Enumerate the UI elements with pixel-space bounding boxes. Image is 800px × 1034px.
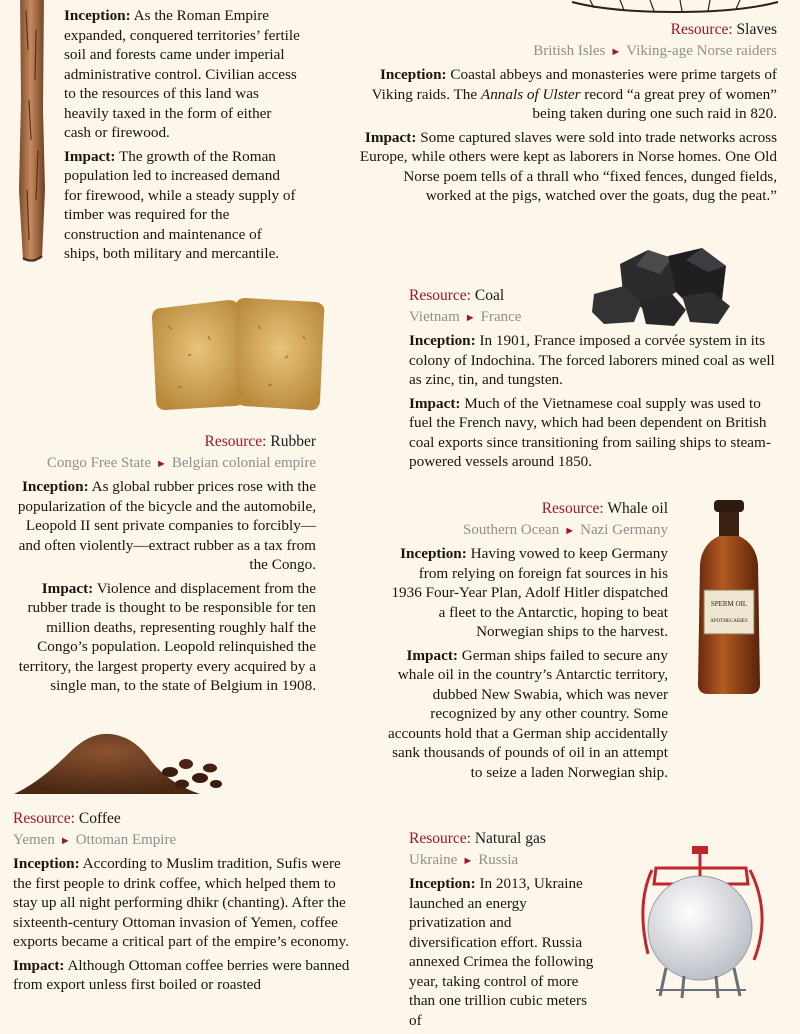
slaves-entry — [355, 20, 777, 210]
resource-label: Resource: — [204, 433, 267, 450]
impact-text: The growth of the Roman population led to increased demand for firewood, while a steady supply of timber was required for the construction and maintenance of ships, both military and mercantile. — [64, 147, 296, 262]
coffee-entry — [13, 809, 363, 999]
resource-name: Whale oil — [607, 500, 668, 517]
inception-label: Inception: — [400, 545, 467, 562]
slaves-resource — [355, 20, 777, 40]
inception-text: As global rubber prices rose with the popularization of the bicycle and the automobile, Leopold II sent private companies to forcibly—and often violently—extract rubber as a tax from the Congo. — [17, 478, 316, 573]
inception-label: Inception: — [409, 332, 476, 349]
route-arrow-icon: ► — [155, 457, 167, 470]
inception-label: Inception: — [64, 7, 131, 24]
route-origin: Vietnam — [409, 308, 460, 325]
whale-oil-inception — [386, 544, 668, 642]
route-arrow-icon: ► — [462, 854, 474, 867]
timber-impact — [64, 147, 300, 264]
coffee-image — [10, 722, 222, 800]
coffee-route — [13, 831, 363, 852]
resource-name: Natural gas — [474, 830, 546, 847]
route-origin: British Isles — [533, 42, 606, 59]
rubber-resource — [12, 432, 316, 452]
inception-italic-title: Annals of Ulster — [480, 85, 581, 103]
route-destination: Russia — [478, 851, 519, 868]
route-arrow-icon: ► — [610, 45, 622, 58]
whale-oil-resource — [386, 499, 668, 519]
coal-impact — [409, 394, 779, 472]
rubber-inception — [12, 477, 316, 575]
route-destination: Belgian colonial empire — [171, 454, 316, 471]
bottle-label-subtitle: APOTHECARIES — [710, 619, 748, 624]
whale-oil-entry — [386, 499, 668, 786]
inception-text: In 2013, Ukraine launched an energy privatization and diversification effort. Russia annexed Crimea the following year, taking control of more than one trillion cubic meters of — [409, 875, 594, 1029]
timber-log-image — [14, 0, 50, 265]
rubber-image — [148, 296, 328, 414]
route-origin: Ukraine — [409, 851, 458, 868]
inception-text-b: record “a great prey of women” being taken during one such raid in 820. — [532, 85, 777, 122]
impact-text: German ships failed to secure any whale oil in the country’s Antarctic territory, dubbed New Swabia, which was never recognized by any other country. Some accounts hold that a German ship accidentally sank thousands of pounds of oil in an attempt to seize a laden Norwegian ship. — [387, 646, 668, 781]
whale-oil-bottle-image — [694, 498, 764, 696]
inception-label: Inception: — [21, 478, 89, 495]
inception-label: Inception: — [13, 855, 80, 872]
natural-gas-route — [409, 851, 601, 872]
resource-label: Resource: — [670, 21, 733, 38]
coal-route — [409, 308, 779, 329]
route-origin: Southern Ocean — [463, 521, 560, 538]
route-destination: France — [480, 308, 522, 325]
coffee-inception — [13, 854, 363, 952]
impact-text: Much of the Vietnamese coal supply was used to fuel the French navy, which had been dependent on British coal exports since transitioning from sailing ships to steam-powered vessels around 1850. — [409, 394, 771, 470]
inception-text: According to Muslim tradition, Sufis were the first people to drink coffee, which helped them to stay up all night performing dhikr (chanting). After the sixteenth-century Ottoman invasion of Yemen, coffee exports became a critical part of the empire’s economy. — [13, 855, 349, 950]
impact-label: Impact: — [406, 646, 458, 664]
slaves-route — [355, 42, 777, 63]
inception-label: Inception: — [409, 875, 476, 892]
impact-label: Impact: — [364, 128, 417, 146]
natural-gas-inception — [409, 874, 601, 1030]
impact-text: Some captured slaves were sold into trade networks across Europe, while others were kept as laborers in Norse homes. One Old Norse poem tells of a thrall who “fixed fences, dunged fields, worked at the pigs, watched over the goats, dug the peat.” — [359, 128, 777, 204]
inception-text: In 1901, France imposed a corvée system in its colony of Indochina. The forced laborers mined coal as well as zinc, tin, and tungsten. — [409, 332, 775, 388]
resource-name: Coffee — [78, 810, 121, 827]
coal-entry — [409, 286, 779, 476]
route-arrow-icon: ► — [564, 524, 576, 537]
longship-illustration — [570, 0, 780, 14]
timber-entry — [64, 6, 300, 268]
impact-label: Impact: — [64, 147, 116, 165]
inception-text: As the Roman Empire expanded, conquered territories’ fertile soil and forests came under imperial administrative control. Civilian access to the resources of this land was heavily taxed in the form of either cash or firewood. — [64, 7, 300, 141]
slaves-inception — [355, 65, 777, 124]
route-origin: Congo Free State — [46, 454, 151, 471]
impact-text: Violence and displacement from the rubber trade is thought to be responsible for ten million deaths, representing roughly half the Congo’s population. Leopold relinquished the territory, the largest property every acquired by a single man, to the state of Belgium in 1908. — [18, 579, 316, 694]
slaves-impact — [355, 128, 777, 206]
resource-label: Resource: — [541, 500, 604, 517]
route-destination: Ottoman Empire — [75, 831, 177, 848]
natural-gas-entry — [409, 829, 601, 1034]
resource-name: Slaves — [736, 21, 777, 38]
timber-inception — [64, 6, 300, 143]
coffee-resource — [13, 809, 363, 829]
resource-label: Resource: — [409, 287, 471, 304]
route-arrow-icon: ► — [59, 834, 71, 847]
coal-inception — [409, 331, 779, 390]
inception-text: Having vowed to keep Germany from relying on foreign fat sources in his 1936 Four-Year Plan, Adolf Hitler dispatched a fleet to the Antarctic, hoping to beat Norwegian ships to the harvest. — [391, 545, 668, 640]
bottle-label-title: SPERM OIL — [710, 600, 748, 608]
impact-label: Impact: — [409, 394, 461, 412]
resource-name: Coal — [474, 287, 505, 304]
route-arrow-icon: ► — [464, 311, 476, 324]
route-destination: Viking-age Norse raiders — [626, 42, 777, 59]
impact-text: Although Ottoman coffee berries were banned from export unless first boiled or roasted — [13, 956, 350, 993]
resource-label: Resource: — [13, 810, 75, 827]
rubber-entry — [12, 432, 316, 700]
impact-label: Impact: — [41, 579, 94, 597]
gas-tank-image — [626, 844, 776, 1000]
natural-gas-resource — [409, 829, 601, 849]
coffee-impact — [13, 956, 363, 995]
route-origin: Yemen — [13, 831, 55, 848]
inception-label: Inception: — [379, 66, 447, 83]
whale-oil-impact — [386, 646, 668, 783]
rubber-impact — [12, 579, 316, 696]
resource-label: Resource: — [409, 830, 471, 847]
whale-oil-route — [386, 521, 668, 542]
inception-text: Coastal abbeys and monasteries were prime targets of Viking raids. The — [371, 66, 777, 103]
impact-label: Impact: — [13, 956, 65, 974]
rubber-route — [12, 454, 316, 475]
resource-name: Rubber — [270, 433, 316, 450]
coal-resource — [409, 286, 779, 306]
route-destination: Nazi Germany — [580, 521, 668, 538]
